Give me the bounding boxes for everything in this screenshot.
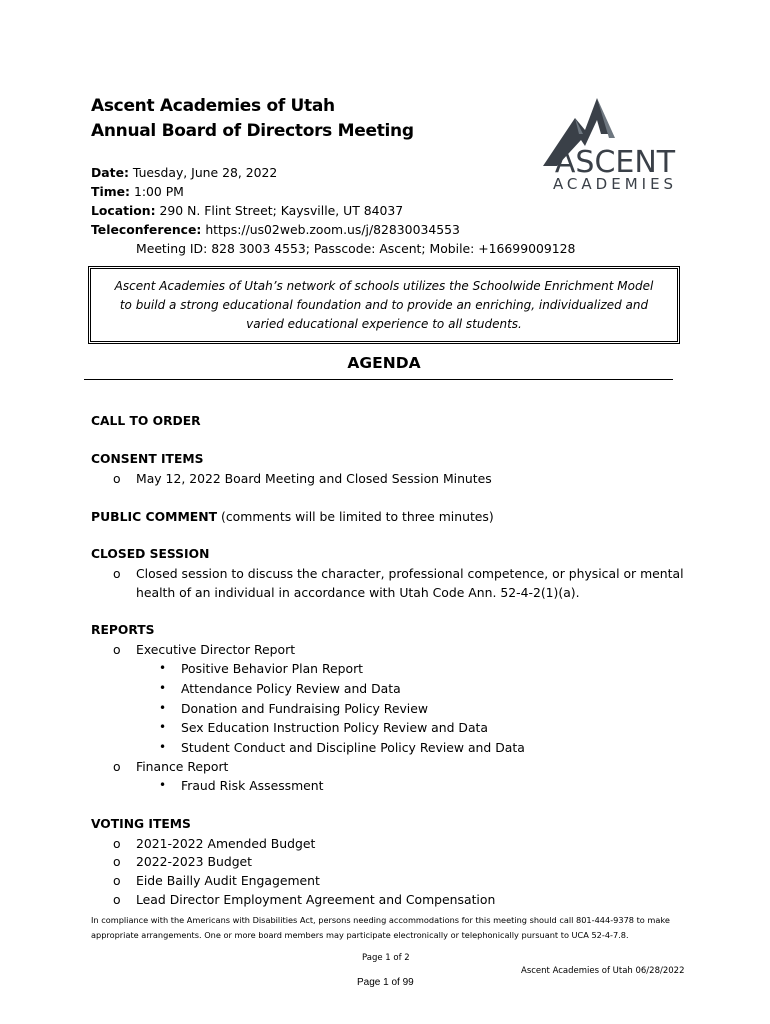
teleconference-line <box>91 220 460 239</box>
mission-statement: Ascent Academies of Utah’s network of schools utilizes the Schoolwide Enrichment Model to build a strong educational foundation and to provide an enriching, individualized and varied educational experience to all students. <box>114 278 654 331</box>
consent-items-heading: CONSENT ITEMS <box>91 452 204 466</box>
report-item: Sex Education Instruction Policy Review and Data <box>181 720 488 735</box>
ascent-academies-logo <box>535 94 685 194</box>
list-marker-circle: o <box>113 873 121 888</box>
logo-academies-text: ACADEMIES <box>552 175 678 193</box>
reports-heading: REPORTS <box>91 623 155 637</box>
list-marker-circle: o <box>113 759 121 774</box>
viewer-page-indicator: Page 1 of 99 <box>357 977 414 988</box>
agenda-heading: AGENDA <box>347 354 421 372</box>
report-item: Positive Behavior Plan Report <box>181 661 364 676</box>
list-marker-circle: o <box>113 892 121 907</box>
bullet-marker: • <box>159 661 167 675</box>
voting-item: 2022-2023 Budget <box>136 854 253 869</box>
agenda-divider <box>84 379 673 380</box>
bullet-marker: • <box>159 740 167 754</box>
bullet-marker: • <box>159 701 167 715</box>
bullet-marker: • <box>159 778 167 792</box>
bullet-marker: • <box>159 681 167 695</box>
date-value: Tuesday, June 28, 2022 <box>132 165 278 180</box>
voting-item: Eide Bailly Audit Engagement <box>136 873 320 888</box>
meeting-id-line: Meeting ID: 828 3003 4553; Passcode: Ascent; Mobile: +16699009128 <box>136 241 576 256</box>
mountain-peaks-icon <box>535 94 685 194</box>
public-comment-note: (comments will be limited to three minutes) <box>221 509 494 524</box>
time-line <box>91 182 184 201</box>
call-to-order-heading: CALL TO ORDER <box>91 414 201 428</box>
location-line <box>91 201 403 220</box>
closed-session-text-line1: Closed session to discuss the character, professional competence, or physical or mental <box>136 566 684 581</box>
list-marker-circle: o <box>113 836 121 851</box>
list-marker-circle: o <box>113 566 121 581</box>
finance-report-item: Fraud Risk Assessment <box>181 778 324 793</box>
list-marker-circle: o <box>113 854 121 869</box>
ada-notice-line2: appropriate arrangements. One or more board members may participate electronically or telephonically pursuant to UCA 52-4-7.8. <box>91 930 629 940</box>
time-value: 1:00 PM <box>133 184 184 199</box>
org-title: Ascent Academies of Utah <box>91 96 335 116</box>
date-line <box>91 163 277 182</box>
date-label: Date: <box>91 165 129 180</box>
teleconference-label: Teleconference: <box>91 222 202 237</box>
mission-statement-box <box>88 266 680 344</box>
report-item: Student Conduct and Discipline Policy Review and Data <box>181 740 525 755</box>
ada-compliance-notice <box>91 913 691 943</box>
finance-report: Finance Report <box>136 759 229 774</box>
location-label: Location: <box>91 203 156 218</box>
list-marker-circle: o <box>113 471 121 486</box>
location-value: 290 N. Flint Street; Kaysville, UT 84037 <box>159 203 404 218</box>
executive-director-report: Executive Director Report <box>136 642 296 657</box>
document-reference: Ascent Academies of Utah 06/28/2022 <box>521 966 685 976</box>
public-comment-line <box>91 509 494 524</box>
voting-items-heading: VOTING ITEMS <box>91 817 191 831</box>
bullet-marker: • <box>159 720 167 734</box>
time-label: Time: <box>91 184 130 199</box>
voting-item: Lead Director Employment Agreement and Compensation <box>136 892 496 907</box>
closed-session-heading: CLOSED SESSION <box>91 547 210 561</box>
report-item: Attendance Policy Review and Data <box>181 681 401 696</box>
meeting-title: Annual Board of Directors Meeting <box>91 121 414 141</box>
public-comment-heading: PUBLIC COMMENT <box>91 509 218 524</box>
ada-notice-line1: In compliance with the Americans with Disabilities Act, persons needing accommodations for this meeting should call 801-444-9378 to make <box>91 915 670 925</box>
list-marker-circle: o <box>113 642 121 657</box>
voting-item: 2021-2022 Amended Budget <box>136 836 316 851</box>
closed-session-text-line2: health of an individual in accordance with Utah Code Ann. 52-4-2(1)(a). <box>136 585 580 600</box>
logo-ascent-text: ASCENT <box>554 145 676 180</box>
report-item: Donation and Fundraising Policy Review <box>181 701 428 716</box>
page-of-label: Page 1 of 2 <box>362 953 410 963</box>
consent-item: May 12, 2022 Board Meeting and Closed Session Minutes <box>136 471 492 486</box>
teleconference-link[interactable]: https://us02web.zoom.us/j/82830034553 <box>205 222 460 237</box>
